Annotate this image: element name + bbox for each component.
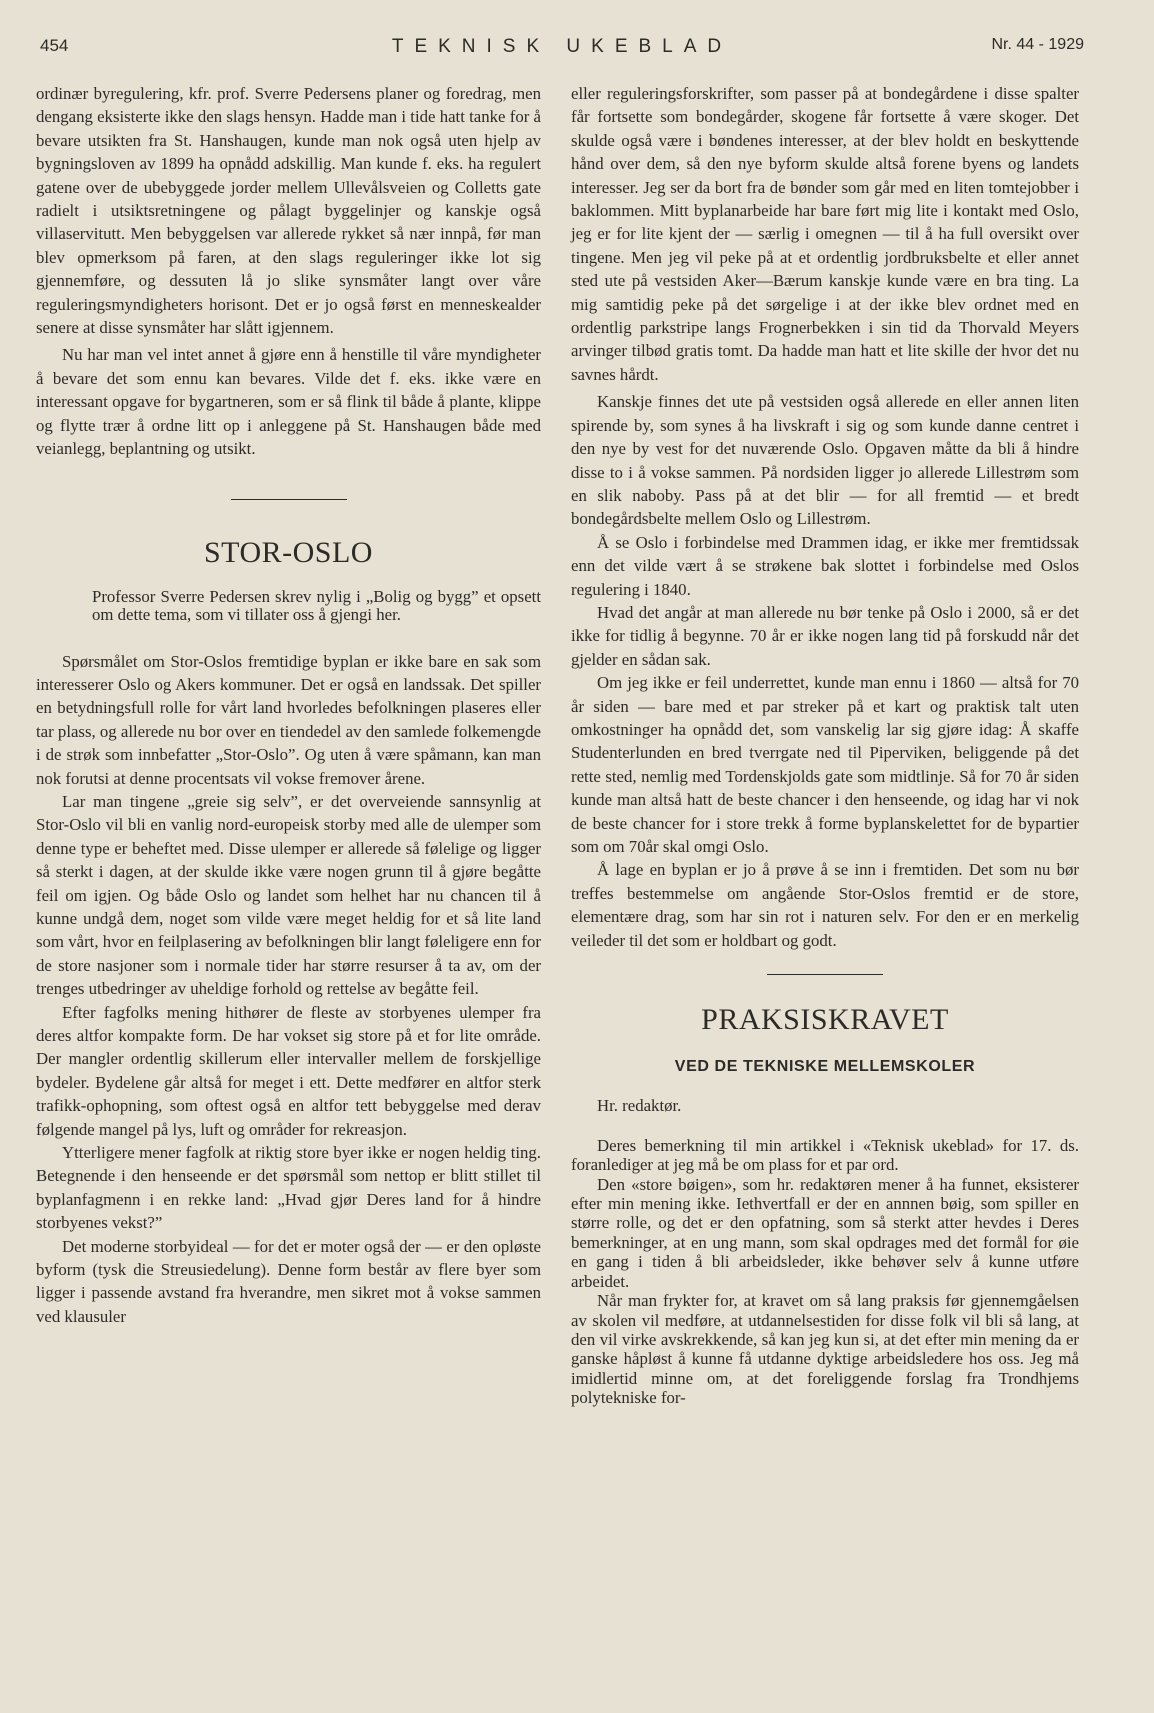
page-header [40,36,1084,66]
right-lead-paragraph: eller reguleringsforskrifter, som passer på at bondegårdene i disse spalter får fortsette som bondegårder, skogene får fortsette å være skoger. Det skulde også være i bøndenes interesser, at der blev holdt en beskyttende hånd over dem, så den nye byform skulde altså forene byens og landets interesser. Jeg ser da bort fra de bønder som går med en liten tomtejobber i baklommen. Mitt byplanarbeide har bare ført mig lite i kontakt med Oslo, jeg er for lite kjent der — særlig i omegnen — til å ha full oversikt over tingene. Men jeg vil peke på at et ordentlig jordbruksbelte et eller annet sted ute på vestsiden Aker—Bærum kanskje kunde være en bra ting. La mig samtidig peke på det sørgelige i at der ikke blev ordnet med en ordentlig parkstripe langs Frognerbekken i sin tid da Thorvald Meyers arvinger tilbød gratis tomt. Da hadde man hatt et lite skille der hvor det nu savnes hårdt. [571,84,1079,384]
left-paragraph-3: Lar man tingene „greie sig selv”, er det overveiende sannsynlig at Stor-Oslo vil bli en vanlig nord-europeisk storby med alle de ulemper som denne type er beheftet med. Disse ulemper er allerede så følelige og ligger så sterkt i dagen, at der skulde ikke være nogen grunn til å gjøre begåtte feil om igjen. Og både Oslo og landet som helhet har nu chancen til å kunne undgå dem, noget som vilde være meget heldig for et så lite land som vårt, hvor en feilplasering av befolkningen blir langt føleligere enn for de store nasjoner som i normale tider har større resurser å ta av, om der trenges utbedringer av uheldige forhold og rettelse av begåtte feil. [36,791,541,999]
issue-number: Nr. 44 - 1929 [991,36,1084,53]
letter-paragraph-1: Deres bemerkning til min artikkel i «Teknisk ukeblad» for 17. ds. foranlediger at jeg må be om plass for et par ord. [571,1135,1079,1175]
left-paragraph-2: Spørsmålet om Stor-Oslos fremtidige byplan er ikke bare en sak som interesserer Oslo og Akers kommuner. Det er også en landssak. Det spiller en betydningsfull rolle for vårt land hvorledes befolkningen plaseres eller tar plass, og allerede nu bor over en tiendedel av den samlede folkemengde i de strøk som innbefatter „Stor-Oslo”. Og uten å være spåmann, kan man nok forutsi at denne procentsats vil vokse fremover årene. [36,651,541,788]
letter-paragraph-2: Den «store bøigen», som hr. redaktøren mener å ha funnet, eksisterer efter min mening ikke. Iethvertfall er der en annnen bøig, som spiller en større rolle, og det er den opfatning, som så sterkt atter hevdes i Deres bemerkninger, at en ung mann, som skal opdrages med det formål for øie en gang i tiden å bli arbeidsleder, ikke behøver selv å kunne utføre arbeidet. [571,1174,1079,1291]
right-paragraph-1: Kanskje finnes det ute på vestsiden også allerede en eller annen liten spirende by, som synes å ha livskraft i sig og som kunde danne centret i den nye by vest for det nuværende Oslo. Opgaven måtte da bli å hindre disse to i å vokse sammen. På nordsiden ligger jo allerede Lillestrøm som en slik naboby. Pass på at det blir — for all fremtid — et bredt bondegårdsbelte mellem Oslo og Lillestrøm. [571,392,1079,529]
left-paragraph-6: Det moderne storbyideal — for det er moter også der — er den opløste byform (tysk die Streusiedelung). Denne form består av flere byer som ligger i passende avstand fra hverandre, men sikret mot å vokse sammen ved klausuler [36,1236,541,1326]
publication-title: TEKNISK UKEBLAD [391,36,733,57]
right-paragraph-3: Hvad det angår at man allerede nu bør tenke på Oslo i 2000, så er det ikke for tidlig å begynne. 70 år er ikke nogen lang tid på forskudd når det gjelder en sådan sak. [571,602,1079,669]
right-paragraph-5: Å lage en byplan er jo å prøve å se inn i fremtiden. Det som nu bør treffes bestemmelse om angående Stor-Oslos fremtid er de store, elementære drag, som har sin rot i naturen selv. For den er en merkelig veileder til det som er holdbart og godt. [571,860,1079,950]
letter-paragraph-3: Når man frykter for, at kravet om så lang praksis før gjennemgåelsen av skolen vil medføre, at utdannelsestiden for disse folk vil bli så lang, at den vil virke avskrekkende, så kan jeg kun si, at det efter min mening da er ganske håpløst å kunne få utdanne dyktige arbeidsledere hos oss. Jeg må imidlertid minne om, at det foreliggende forslag fra Trondhjems polytekniske for- [571,1291,1079,1408]
page-number: 454 [40,36,69,55]
right-paragraph-4: Om jeg ikke er feil underrettet, kunde man ennu i 1860 — altså for 70 år siden — bare med et par streker på et kart og praktisk talt uten omkostninger ha opnådd det, som vanskelig lar sig gjøre idag: Å skaffe Studenterlunden en bred tverrgate ned til Piperviken, beliggende på det rette sted, nemlig med Tordenskjolds gate som midtlinje. Så for 70 år siden kunde man altså hatt de beste chancer i den henseende, og idag har vi nok de beste chancer for i store trekk å forme byplanskelettet for de bypartier som om 70år skal omgi Oslo. [571,673,1079,856]
left-paragraph-1: Nu har man vel intet annet å gjøre enn å henstille til våre myndigheter å bevare det som ennu kan bevares. Vilde det f. eks. ikke være en interessant opgave for bygartneren, som er så flink til både å plante, klippe og flytte trær å ordne litt op i anleggene på St. Hanshaugen både med veianlegg, beplantning og utsikt. [36,345,541,459]
section-subtitle: VED DE TEKNISKE MELLEMSKOLER [674,1058,976,1076]
left-paragraph-4: Efter fagfolks mening hithører de fleste av storbyenes ulemper fra deres altfor kompakte form. De har vokset sig store på et for lite område. Der mangler ordentlig skillerum eller intervaller mellem de forskjellige bydeler. Bydelene går altså for meget i ett. Dette medfører en altfor sterk trafikk-ophopning, som oftest også en altfor tett bebyggelse med derav følgende mangel på lys, luft og områder for rekreasjon. [36,1002,541,1139]
section-title-praksiskravet: PRAKSISKRAVET [701,1003,949,1037]
left-lead-paragraph: ordinær byregulering, kfr. prof. Sverre Pedersens planer og foredrag, men dengang eksisterte ikke den slags hensyn. Hadde man i tide hatt tanke for å bevare utsikten fra St. Hanshaugen, kunde man nok også uten hjelp av bygningsloven av 1899 ha opnådd adskillig. Man kunde f. eks. ha regulert gatene over de ubebyggede jorder mellem Ullevålsveien og Colletts gate radielt i utsiktsretningene og pålagt byggelinjer og kanskje også villaservitutt. Men bebyggelsen var allerede rykket så nær innpå, før man blev opmerksom på faren, at den slags reguleringer ikke lot sig gjennemføre, og dessuten lå jo slike synsmåter langt over våre reguleringsmyndigheters horisont. Det er jo også først en menneskealder senere at disse synsmåter har slått igjennem. [36,84,541,338]
section-divider [767,974,883,975]
right-column [571,82,1079,1408]
left-column [36,82,541,1328]
article-intro: Professor Sverre Pedersen skrev nylig i „Bolig og bygg” et opsett om dette tema, som vi tillater oss å gjengi her. [92,586,541,624]
letter-greeting: Hr. redaktør. [597,1096,682,1116]
right-paragraph-2: Å se Oslo i forbindelse med Drammen idag, er ikke mer fremtidssak enn det vilde vært å se strøkene bak slottet i forbindelse med Oslos regulering i 1840. [571,532,1079,599]
section-title-stor-oslo: STOR-OSLO [204,535,373,569]
left-paragraph-5: Ytterligere mener fagfolk at riktig store byer ikke er nogen heldig ting. Betegnende i den henseende er det spørsmål som nettop er blitt stillet til byplanfagmenn i en rekke land: „Hvad gjør Deres land for å hindre storbyenes vekst?” [36,1143,541,1233]
section-divider [231,499,347,500]
